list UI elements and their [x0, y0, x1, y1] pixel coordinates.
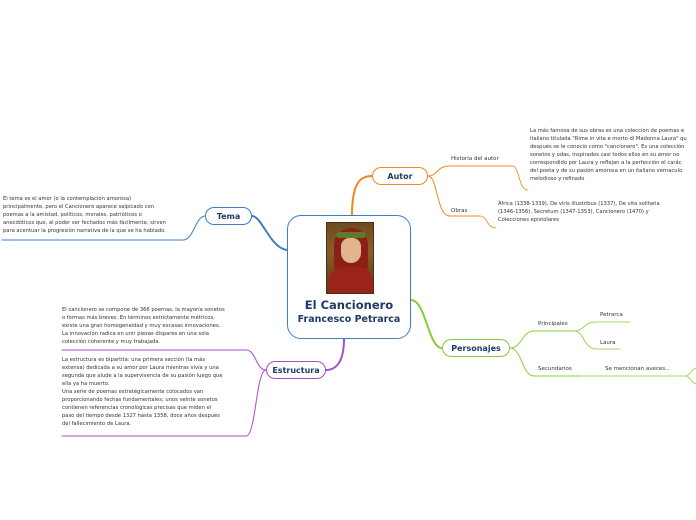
estructura-text-1[interactable]: El cancionero se compone de 366 poemas, la mayoría sonetos o formas más breves. En términos estrictamente métricos, existe una gran homogeneidad y muy escasas innovaciones. La innovación radica en unir piezas dispares en una sola colección coherente y muy trabajada.: [62, 307, 225, 345]
central-title: El Cancionero: [304, 298, 394, 312]
central-subtitle: Francesco Petrarca: [297, 314, 401, 325]
petrarca-portrait: [326, 222, 374, 294]
character-laura[interactable]: Laura: [600, 340, 616, 346]
historia-text[interactable]: La más famosa de sus obras es una colección de poemas e italiano titulada "Rime in vita e morto di Madonna Laura" qu después se le conoció como "cancionero". Es una colección sonetos y odas, inspirados casi todos ellos en su amor no correspondido por Laura y reflejan a la perfección el carác del poeta y de su pasión amorosa en un italiano vernaculo melodioso y refinado: [530, 128, 687, 182]
subtopic-obras[interactable]: Obras: [451, 208, 468, 214]
central-topic[interactable]: [287, 215, 411, 339]
topic-autor[interactable]: Autor: [372, 167, 428, 185]
subtopic-secundarios[interactable]: Secundarios: [538, 366, 572, 372]
topic-tema[interactable]: Tema: [205, 207, 252, 225]
topic-estructura[interactable]: Estructura: [266, 361, 326, 379]
topic-personajes[interactable]: Personajes: [442, 339, 510, 357]
obras-text[interactable]: África (1338-1339), De viris illustribus (1337), De vita solitaria (1346-1356), Secretum (1347-1353), Cancionero (1470) y Colecciones epistolares: [498, 201, 660, 223]
subtopic-principales[interactable]: Principales: [538, 321, 568, 327]
secundarios-note[interactable]: Se mencionan aveces...: [605, 366, 671, 372]
subtopic-historia-del-autor[interactable]: Historia del autor: [451, 156, 499, 162]
tema-text[interactable]: El tema es el amor (o la contemplación amorosa) principalmente, pero el Cancionero aparece salpicado con poemas a la amistad, políticos, morales, patrióticos o anecdóticos que, al poder ser fechados más fácilmente, sirven para acentuar la progresión narrativa de la que se ha hablado.: [3, 196, 166, 234]
estructura-text-2[interactable]: La estructura es bipartita: una primera sección (la más extensa) dedicada a su amor por Laura mientras vivía y una segunda que alude a la supervivencia de su pasión luego que ella ya ha muerto. Una serie de poemas estratégicamente colocados van proporcionando fechas fundamentales; unos veinte sonetos contienen referencias cronológicas precisas que miden el paso del tiempo desde 1327 hasta 1358, doce años después del fallecimiento de Laura.: [62, 357, 223, 427]
laurel-wreath-icon: [336, 232, 366, 238]
character-petrarca[interactable]: Petrarca: [600, 312, 623, 318]
